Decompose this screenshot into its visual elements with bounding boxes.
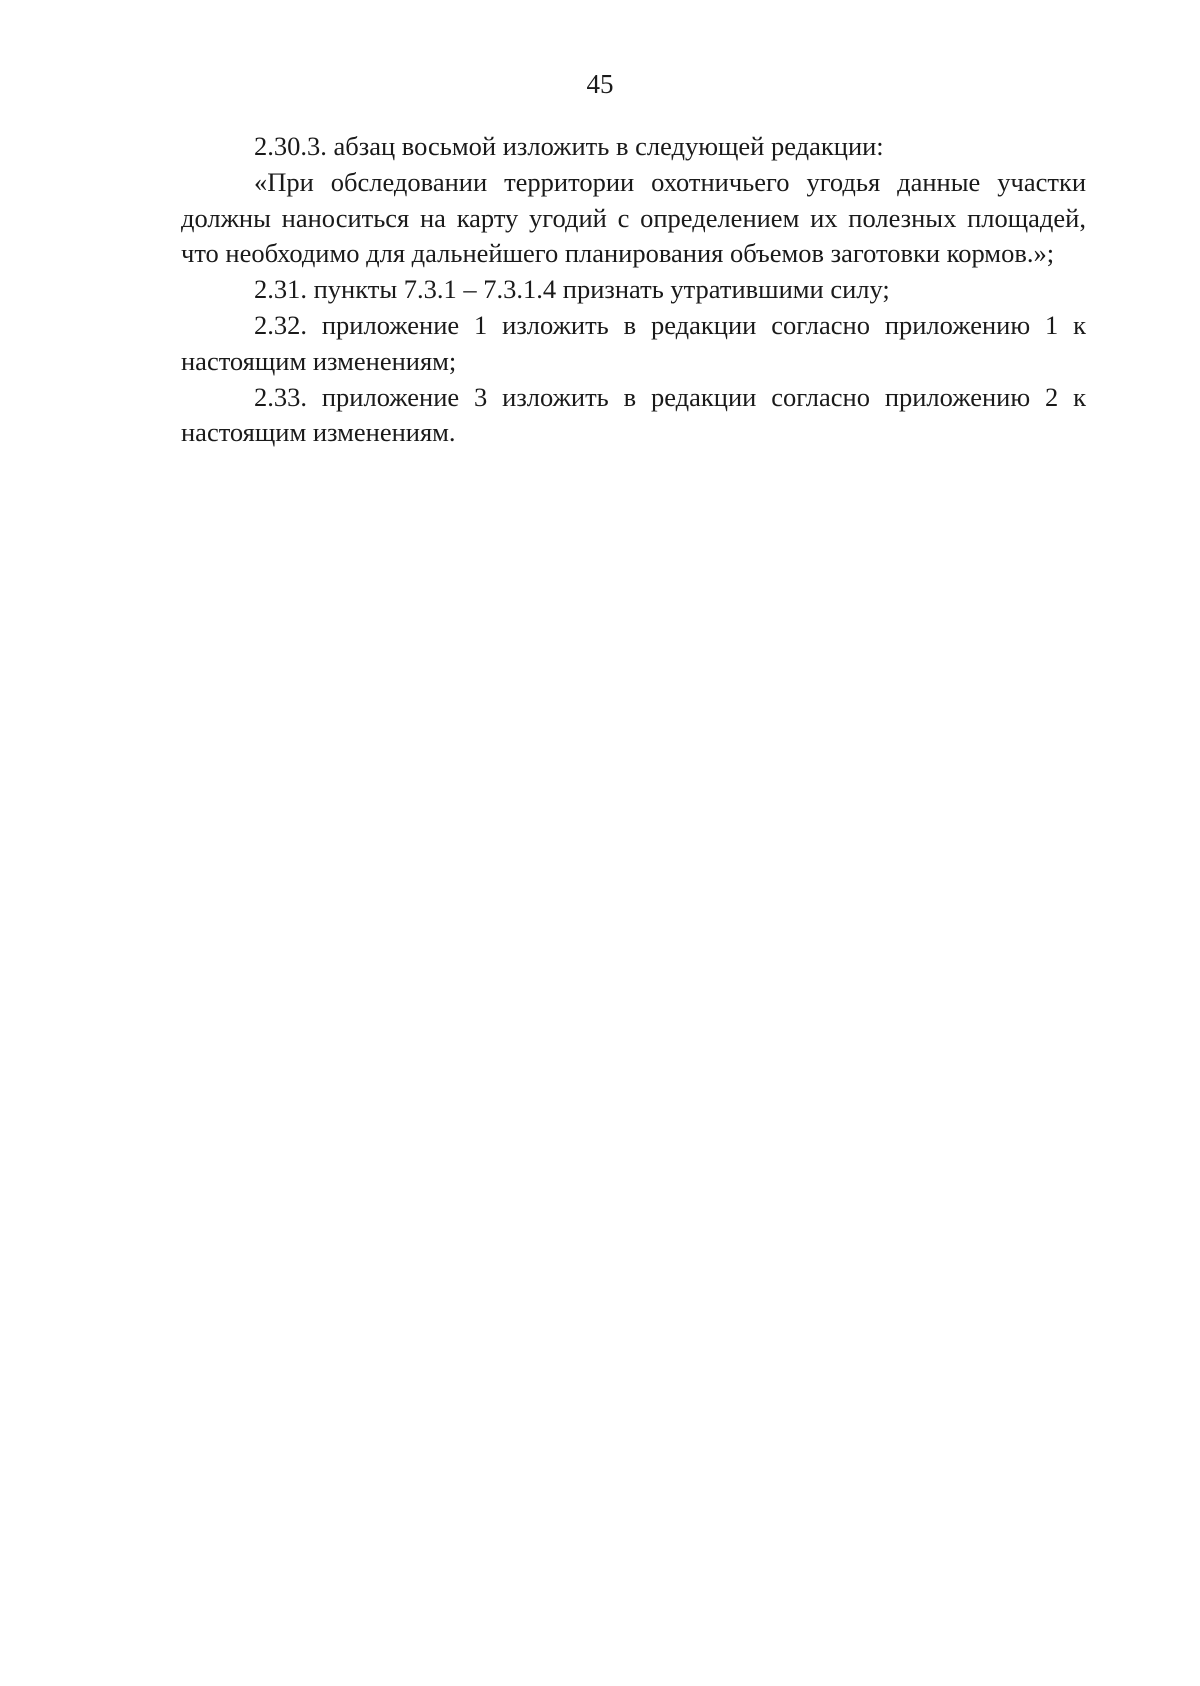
- page-number: 45: [586, 69, 614, 99]
- paragraph-2-31: 2.31. пункты 7.3.1 – 7.3.1.4 признать утратившими силу;: [254, 274, 890, 305]
- paragraph-2-33: 2.33. приложение 3 изложить в редакции согласно приложению 2 к настоящим изменениям.: [181, 381, 1086, 448]
- paragraph-quoted-text: «При обследовании территории охотничьего угодья данные участки должны наноситься на карту угодий с определением их полезных площадей, что необходимо для дальнейшего планирования объемов заготовки кормов.»;: [181, 166, 1086, 269]
- document-body: [181, 129, 1086, 451]
- paragraph-2-32: 2.32. приложение 1 изложить в редакции согласно приложению 1 к настоящим изменениям;: [181, 309, 1086, 376]
- paragraph-2-30-3: 2.30.3. абзац восьмой изложить в следующей редакции:: [254, 131, 884, 161]
